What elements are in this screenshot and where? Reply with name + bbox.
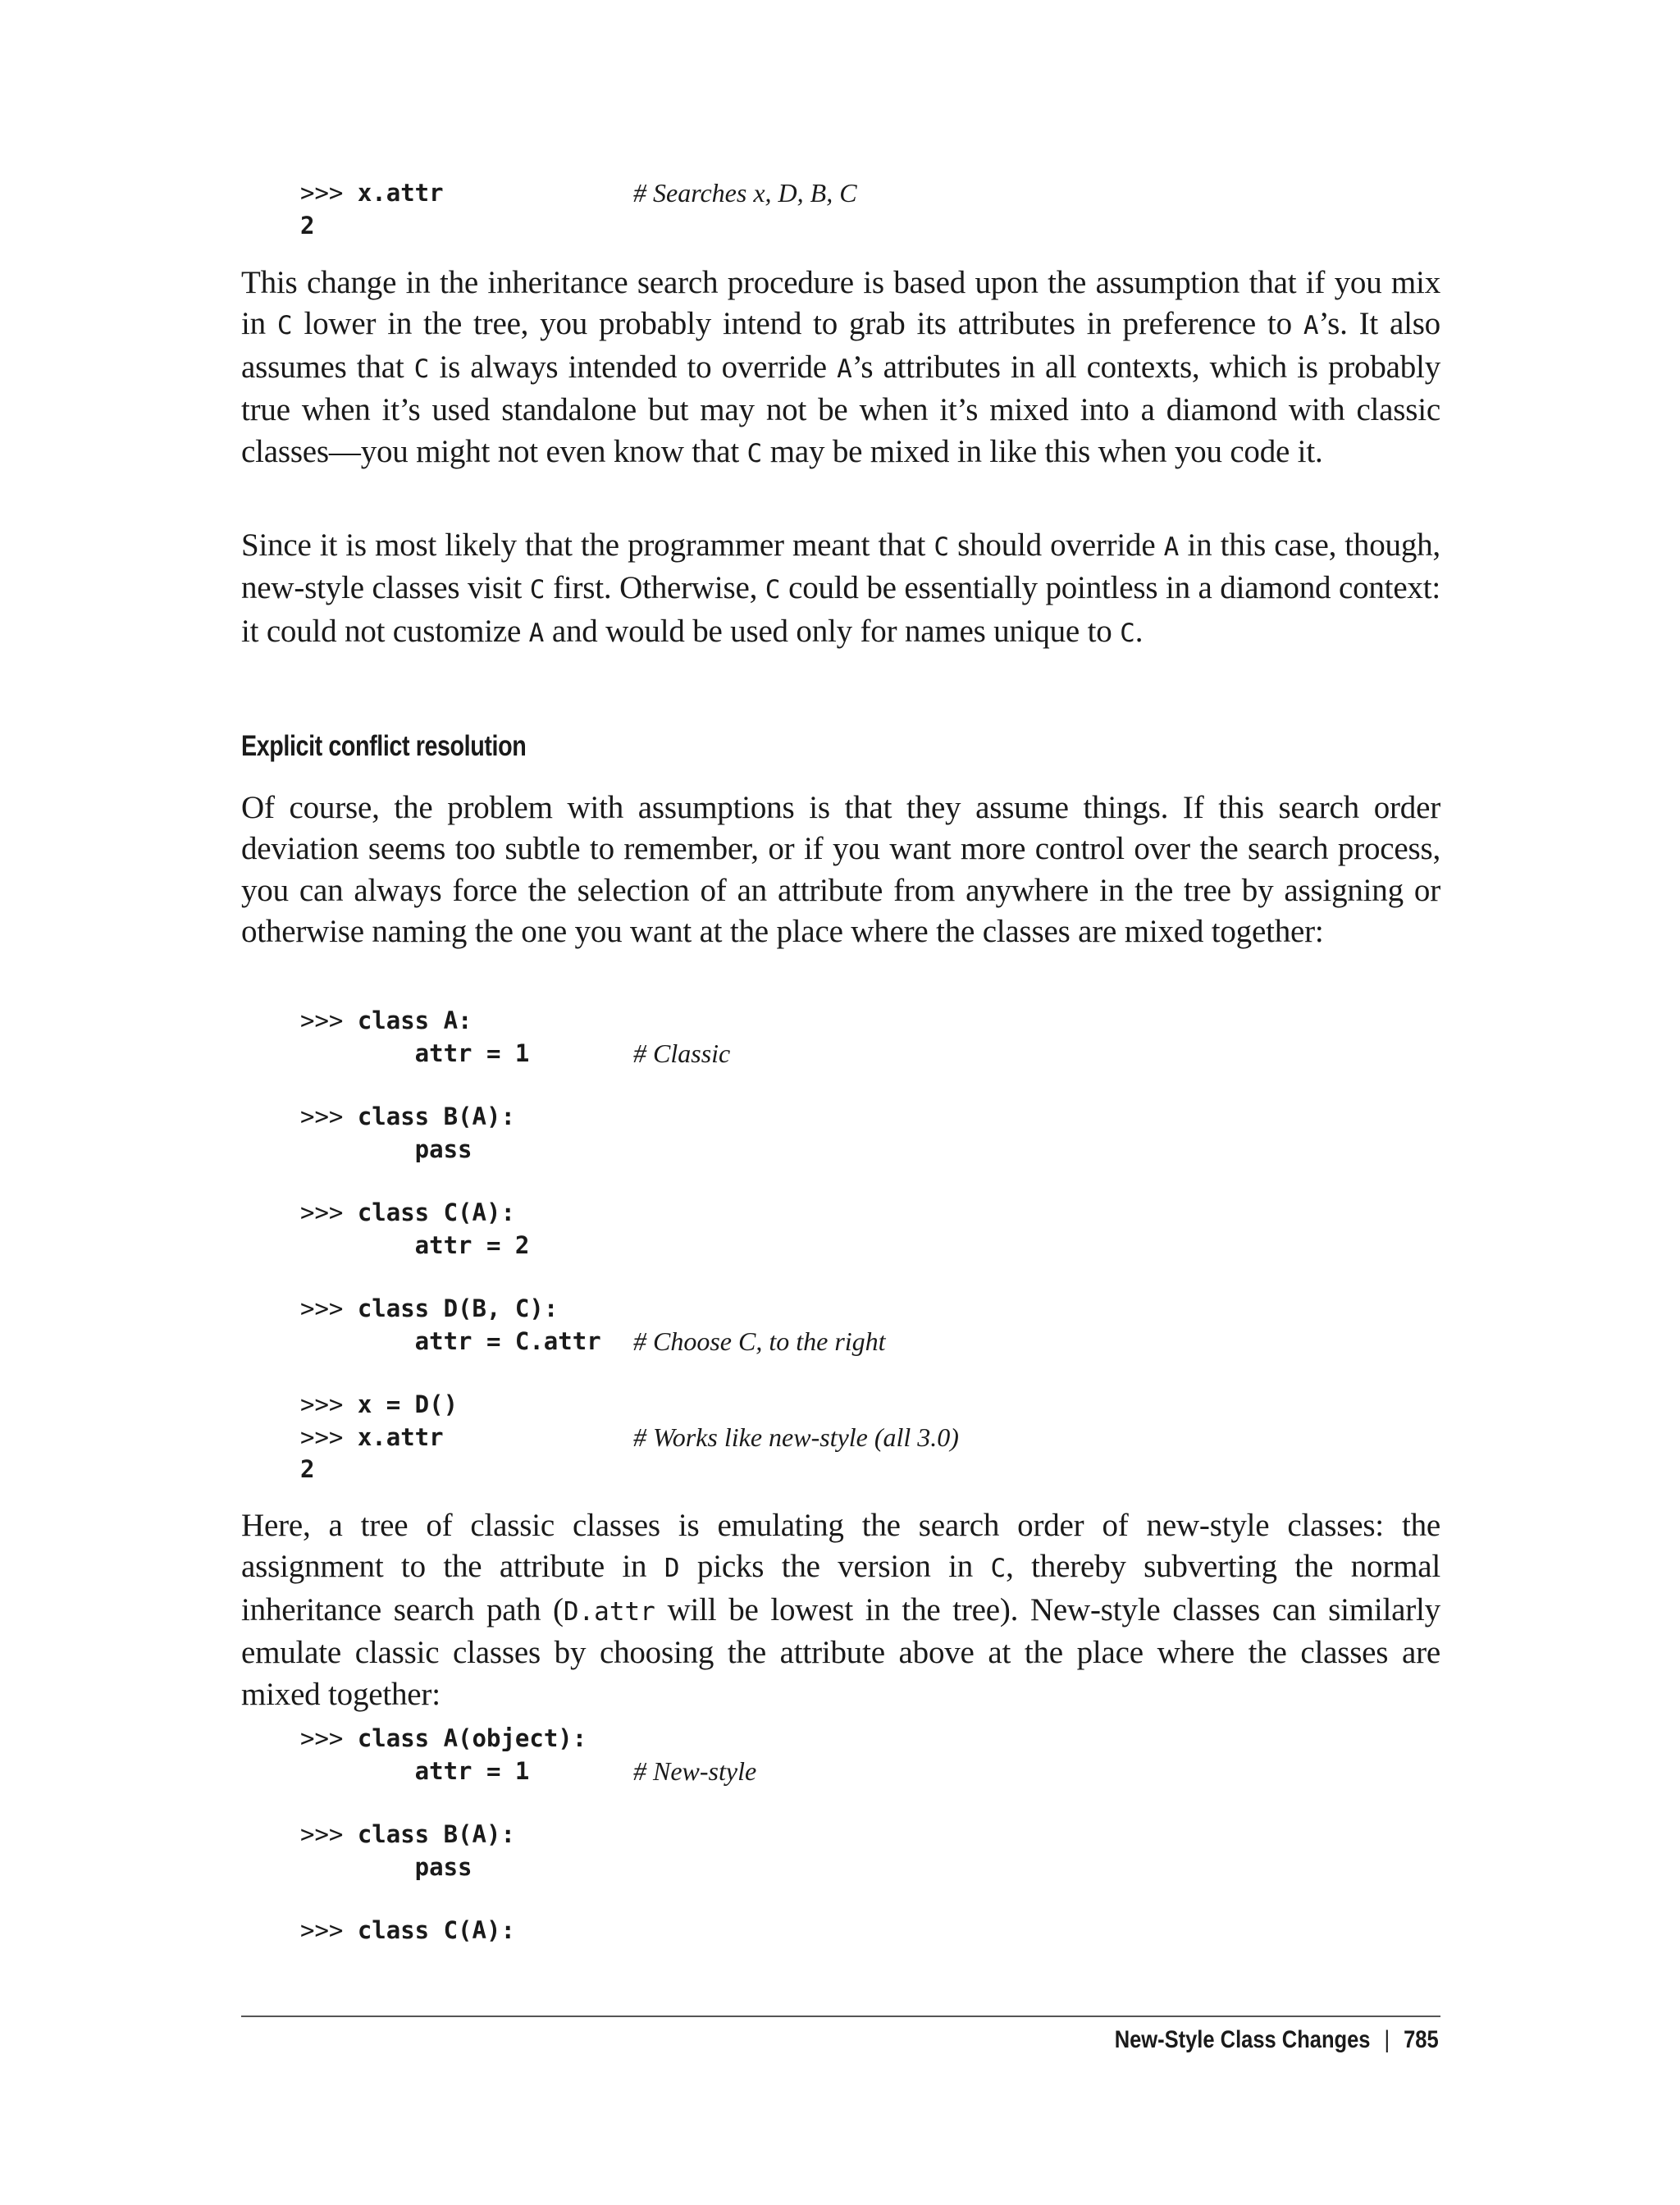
inline-code: C <box>990 1554 1007 1584</box>
text-run: first. Otherwise, <box>545 570 765 606</box>
code-line <box>300 1851 1449 1884</box>
code-prompt: >>> <box>300 1198 358 1226</box>
inline-code: C <box>746 438 763 468</box>
code-text: class D(B, C): <box>357 1294 559 1322</box>
code-prompt: >>> <box>300 179 358 207</box>
code-comment: # Choose C, to the right <box>633 1326 886 1356</box>
code-line <box>300 210 1449 243</box>
code-block-new-style <box>300 1723 1449 1947</box>
text-run: Here, a tree of classic classes is emulating the search order of new-style classes: the assignment to the attribute in <box>241 1508 1440 1585</box>
code-text: class B(A): <box>357 1102 515 1130</box>
code-line <box>300 1005 1449 1038</box>
inline-code: C <box>934 532 949 562</box>
text-run: This change in the inheritance search procedure is based upon the assumption that if you mix in <box>241 265 1440 342</box>
text-run: should override <box>948 527 1164 563</box>
inline-code: A <box>837 354 852 384</box>
code-line <box>300 1422 1449 1454</box>
text-run: Since it is most likely that the programmer meant that <box>241 527 934 563</box>
code-comment: # New-style <box>633 1755 757 1786</box>
text-run: could be essentially pointless in a diamond context: it could not customize <box>241 570 1441 649</box>
footer-separator: | <box>1384 2026 1390 2053</box>
text-run: Of course, the problem with assumptions is that they assume things. If this search order deviation seems too subtle to remember, or if you want more control over the search process, you can always force the selection of an attribute from anywhere in the tree by assigning or otherwise naming the one you want at the place where the classes are mixed together: <box>241 790 1440 950</box>
code-blank-line <box>300 1358 1449 1389</box>
text-run: ’s attributes in all contexts, which is probably true when it’s used standalone but may not be when it’s mixed into a diamond with classic classes—you might not even know that <box>241 349 1440 469</box>
code-block-classic-diamond <box>300 1005 1449 1486</box>
paragraph-assumptions <box>241 788 1440 953</box>
code-blank-line <box>300 1262 1449 1293</box>
code-blank-line <box>300 1166 1449 1197</box>
paragraph-override-reasoning <box>241 525 1440 654</box>
inline-code: C <box>1120 618 1135 648</box>
code-line <box>300 177 1449 210</box>
footer-rule <box>241 2016 1440 2017</box>
code-line <box>300 1915 1449 1947</box>
text-run: may be mixed in like this when you code it. <box>762 433 1323 469</box>
code-line <box>300 1134 1449 1166</box>
code-prompt: >>> <box>300 1916 358 1944</box>
code-text: class A: <box>357 1007 472 1034</box>
code-text: pass <box>300 1134 472 1163</box>
text-run: and would be used only for names unique to <box>544 613 1121 649</box>
code-line <box>300 1230 1449 1262</box>
code-prompt: >>> <box>300 1422 358 1451</box>
inline-code: A <box>1303 311 1319 341</box>
code-line <box>300 1755 1449 1788</box>
code-prompt: >>> <box>300 1390 358 1418</box>
code-text: pass <box>300 1852 472 1881</box>
inline-code: D <box>664 1554 680 1584</box>
code-line <box>300 1326 1449 1358</box>
code-prompt: >>> <box>300 1820 358 1848</box>
text-run: in this case, though, new-style classes visit <box>241 527 1440 606</box>
text-run: will be lowest in the tree). New-style classes can similarly emulate classic classes by choosing the attribute above at the place where the classes are mixed together: <box>241 1591 1440 1712</box>
code-text: x.attr <box>357 1422 444 1451</box>
inline-code: C <box>413 354 430 384</box>
inline-code: C <box>276 311 293 341</box>
text-run: is always intended to override <box>429 349 838 385</box>
text-run: , thereby subverting the normal inheritance search path ( <box>241 1549 1441 1628</box>
code-blank-line <box>300 1883 1449 1915</box>
code-text: x = D() <box>357 1390 459 1418</box>
code-text: attr = 1 <box>300 1756 530 1785</box>
text-run: picks the version in <box>679 1549 991 1585</box>
code-comment: # Searches x, D, B, C <box>633 178 857 208</box>
code-line <box>300 1038 1449 1071</box>
code-text: class A(object): <box>357 1724 587 1752</box>
paragraph-emulation <box>241 1505 1440 1715</box>
code-line <box>300 1454 1449 1486</box>
inline-code: D.attr <box>563 1596 655 1627</box>
code-text: x.attr <box>357 179 444 207</box>
code-comment: # Works like new-style (all 3.0) <box>633 1422 959 1452</box>
footer-section-title: New-Style Class Changes <box>1115 2026 1371 2053</box>
inline-code: C <box>765 575 781 605</box>
code-prompt: >>> <box>300 1724 358 1752</box>
code-prompt: >>> <box>300 1102 358 1130</box>
code-text: class C(A): <box>357 1916 515 1944</box>
code-blank-line <box>300 1070 1449 1101</box>
code-line <box>300 1819 1449 1851</box>
code-line <box>300 1101 1449 1134</box>
text-run: . <box>1134 613 1144 649</box>
code-line <box>300 1197 1449 1230</box>
code-text: class B(A): <box>357 1820 515 1848</box>
code-text: attr = C.attr <box>300 1326 601 1355</box>
code-text: 2 <box>300 211 315 240</box>
code-line <box>300 1723 1449 1755</box>
section-heading: Explicit conflict resolution <box>241 730 527 762</box>
code-blank-line <box>300 1787 1449 1819</box>
code-text: attr = 1 <box>300 1039 530 1067</box>
paragraph-inheritance-change <box>241 262 1440 474</box>
code-block-searches <box>300 177 1449 242</box>
code-text: attr = 2 <box>300 1230 530 1259</box>
inline-code: A <box>1163 532 1180 562</box>
code-line <box>300 1389 1449 1422</box>
inline-code: C <box>529 575 546 605</box>
page-number: 785 <box>1404 2026 1439 2053</box>
code-text: 2 <box>300 1455 315 1483</box>
code-comment: # Classic <box>633 1038 731 1068</box>
text-run: lower in the tree, you probably intend to grab its attributes in preference to <box>292 306 1303 342</box>
inline-code: A <box>528 618 545 648</box>
code-line <box>300 1293 1449 1326</box>
code-prompt: >>> <box>300 1294 358 1322</box>
text-run: ’s. It also assumes that <box>241 306 1440 385</box>
code-prompt: >>> <box>300 1007 358 1034</box>
code-text: class C(A): <box>357 1198 515 1226</box>
page-footer <box>1115 2026 1439 2054</box>
